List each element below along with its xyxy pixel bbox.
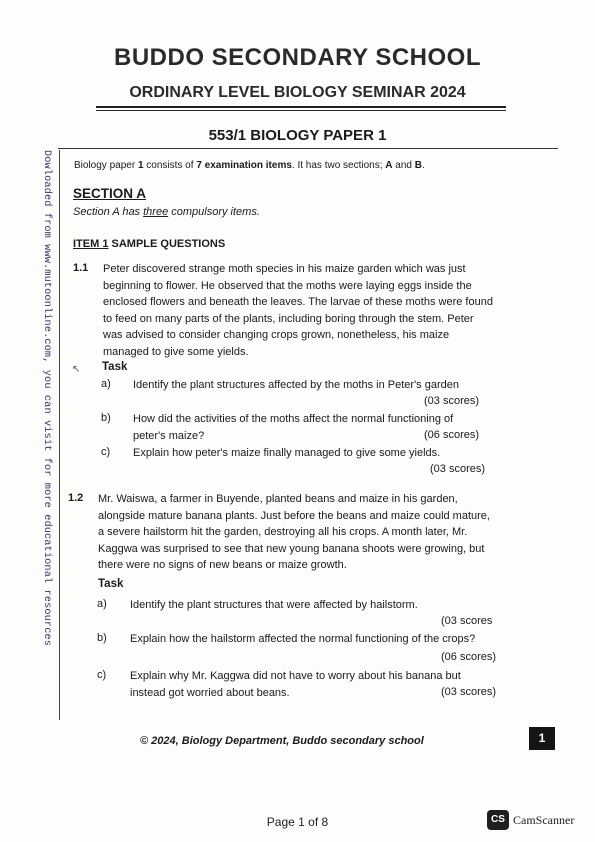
- part-text: Identify the plant structures that were affected by hailstorm.: [130, 599, 418, 611]
- item-heading: [73, 238, 225, 250]
- part-label: b): [101, 412, 111, 424]
- score: (03 scores): [424, 395, 480, 407]
- text-line: enclosed flowers and beneath the leaves. The larvae of these moths were found: [103, 296, 493, 308]
- margin-line: [59, 150, 60, 720]
- camscanner-text: CamScanner: [513, 812, 575, 827]
- text-line: a severe hailstorm hit the garden, destroying all his crops. A month later, Mr.: [98, 526, 468, 538]
- score: (03 scores): [430, 463, 486, 475]
- score: (03 scores: [441, 615, 493, 627]
- intro-part: .: [422, 160, 425, 171]
- score: (06 scores): [441, 651, 497, 663]
- text-line: managed to give some yields.: [103, 345, 249, 358]
- intro-part: . It has two sections;: [291, 160, 386, 171]
- seminar-title: ORDINARY LEVEL BIOLOGY SEMINAR 2024: [129, 84, 466, 101]
- side-note-text: Dowloaded from www.mutoonline.com, you can visit for more educational resources: [41, 150, 53, 647]
- text-line: there were no signs of new beans or maize growth.: [98, 559, 347, 571]
- text-line: instead got worried about beans.: [130, 686, 290, 699]
- paper-title: 553/1 BIOLOGY PAPER 1: [208, 127, 387, 144]
- part-label: c): [101, 446, 111, 458]
- instruction-part: Section A has: [73, 206, 144, 218]
- part-text: Explain how the hailstorm affected the normal functioning of the crops?: [130, 633, 476, 645]
- text-line: was advised to consider changing crops grown, nonetheless, his maize: [103, 329, 450, 341]
- text-line: Explain why Mr. Kaggwa did not have to worry about his banana but: [130, 670, 461, 682]
- text-line: to feed on many parts of the plants, including boring through the stem. Peter: [103, 312, 474, 325]
- intro-bold: 7 examination items: [196, 160, 292, 171]
- instruction-underlined: three: [143, 206, 169, 218]
- side-download-note: [39, 150, 55, 720]
- section-a-heading: SECTION A: [73, 186, 147, 201]
- tick-mark-icon: ↖: [72, 364, 81, 375]
- part-label: b): [97, 632, 107, 644]
- school-name: BUDDO SECONDARY SCHOOL: [113, 44, 482, 71]
- question-1-2-text: [98, 491, 523, 574]
- part-label: c): [97, 669, 107, 681]
- score: (03 scores): [441, 686, 497, 698]
- intro-text: [74, 160, 425, 171]
- header-rule: [96, 106, 506, 108]
- camscanner-logo-icon: CS: [487, 810, 509, 830]
- part-label: a): [101, 378, 111, 390]
- intro-bold: B: [414, 160, 422, 171]
- question-number: 1.2: [68, 492, 84, 504]
- text-line: alongside mature banana plants. Just before the beans and maize could mature,: [98, 509, 490, 522]
- part-label: a): [97, 598, 107, 610]
- text-line: Kaggwa was surprised to see that new young banana shoots were growing, but: [98, 542, 485, 555]
- task-label: Task: [98, 578, 124, 590]
- text-line: Mr. Waiswa, a farmer in Buyende, planted beans and maize in his garden,: [98, 493, 458, 505]
- part-text: [133, 411, 453, 444]
- page-indicator: Page 1 of 8: [266, 815, 329, 829]
- task-label: Task: [102, 361, 128, 373]
- part-text: Identify the plant structures affected by the moths in Peter's garden: [133, 379, 459, 391]
- text-line: peter's maize?: [133, 429, 205, 442]
- intro-part: consists of: [143, 160, 197, 171]
- intro-bold: A: [385, 160, 393, 171]
- score: (06 scores): [424, 429, 480, 441]
- question-number: 1.1: [73, 262, 89, 274]
- item-title: SAMPLE QUESTIONS: [108, 238, 226, 250]
- item-label: ITEM 1: [73, 238, 109, 250]
- camscanner-badge: [487, 810, 574, 830]
- section-a-instruction: [73, 206, 260, 218]
- intro-bold: 1: [137, 160, 144, 171]
- page-number-box: 1: [529, 727, 555, 750]
- question-1-1-text: [103, 261, 518, 360]
- paper-rule: [58, 148, 558, 149]
- header-rule-thin: [96, 110, 506, 111]
- text-line: beginning to flower. He observed that the moths were laying eggs inside the: [103, 279, 472, 292]
- text-line: How did the activities of the moths affect the normal functioning of: [133, 413, 454, 425]
- text-line: Peter discovered strange moth species in his maize garden which was just: [103, 263, 466, 275]
- copyright-footer: © 2024, Biology Department, Buddo secondary school: [140, 735, 424, 747]
- part-text: Explain how peter's maize finally managed to give some yields.: [133, 447, 441, 459]
- intro-part: Biology paper: [74, 160, 138, 171]
- intro-part: and: [392, 160, 415, 171]
- instruction-part: compulsory items.: [168, 206, 260, 218]
